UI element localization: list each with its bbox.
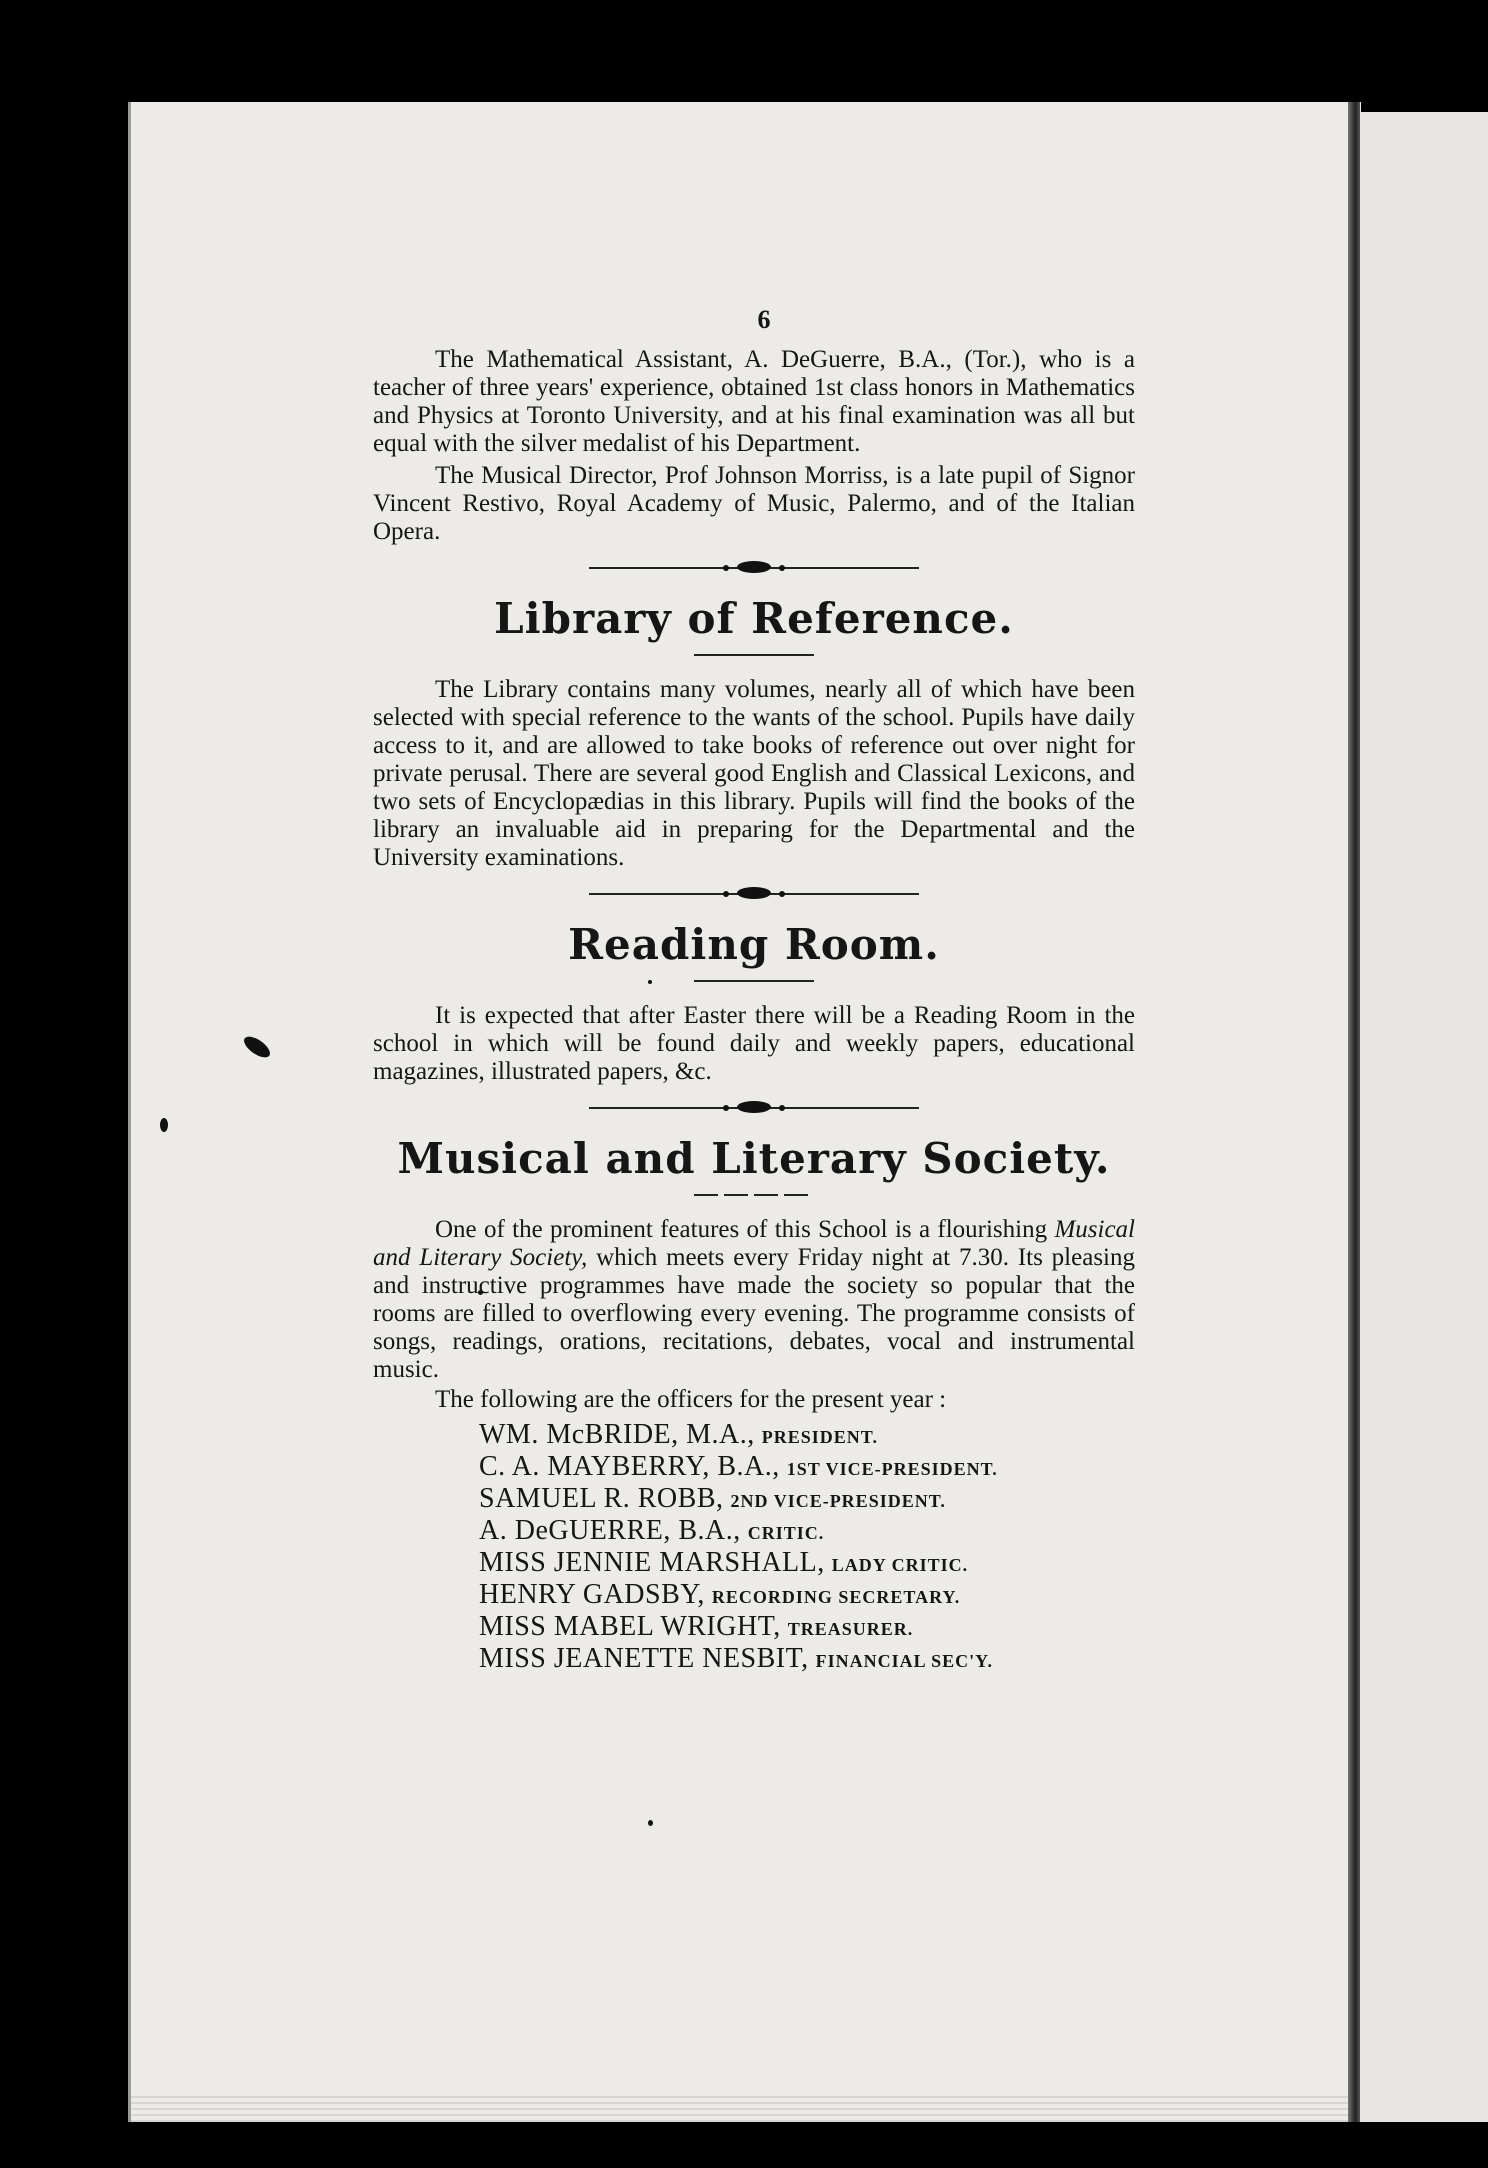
ornament-dot — [779, 891, 785, 897]
library-paragraph: The Library contains many volumes, nearly all of which have been selected with special reference to the wants of the school. Pupils have daily access to it, and are allowed to take books of reference out over night for private perusal. There are several good English and Classical Lexicons, and two sets of Encyclopædias in this library. Pupils will find the books of the library an invaluable aid in preparing for the Departmental and the University examinations. — [373, 676, 1135, 871]
ornament-divider — [589, 1100, 919, 1116]
page-number: 6 — [757, 305, 771, 334]
ornament-center — [737, 1101, 771, 1113]
page-gutter — [1348, 102, 1360, 2122]
ornament-dot — [723, 1105, 729, 1111]
officer-entry — [479, 1484, 1135, 1516]
reading-room-heading: Reading Room. — [568, 920, 940, 969]
officers-intro: The following are the officers for the present year : — [435, 1386, 947, 1413]
heading-underline — [694, 654, 814, 656]
officer-name: HENRY GADSBY, — [479, 1579, 705, 1610]
society-text-end: which meets every Friday night at 7.30. Its pleasing and instructive programmes have made the society so popular that the rooms are filled to overflowing every evening. The programme consists of songs, readings, orations, recitations, debates, vocal and instrumental music. — [373, 1244, 1135, 1383]
officer-role: TREASURER. — [787, 1619, 914, 1639]
officer-role: 1ST VICE-PRESIDENT. — [786, 1459, 998, 1479]
officer-role: FINANCIAL SEC'Y. — [815, 1651, 994, 1671]
ornament-center — [737, 887, 771, 899]
heading-underline — [694, 1194, 814, 1196]
ink-blot — [160, 1118, 168, 1132]
page-text — [373, 306, 1135, 1676]
heading-underline — [694, 980, 814, 982]
paragraph-mathematical-assistant: The Mathematical Assistant, A. DeGuerre, B.A., (Tor.), who is a teacher of three years' experience, obtained 1st class honors in Mathematics and Physics at Toronto University, and at his final examination was all but equal with the silver medalist of his Department. — [373, 346, 1135, 457]
society-paragraph — [373, 1216, 1135, 1384]
officer-role: 2ND VICE-PRESIDENT. — [730, 1491, 946, 1511]
officer-entry — [479, 1580, 1135, 1612]
library-section — [373, 594, 1135, 872]
society-section — [373, 1134, 1135, 1676]
adjacent-page-edge — [1360, 112, 1488, 2122]
officer-role: CRITIC. — [747, 1523, 825, 1543]
officer-role: PRESIDENT. — [761, 1427, 878, 1447]
officer-role: LADY CRITIC. — [831, 1555, 969, 1575]
ornament-dot — [723, 891, 729, 897]
officer-name: A. DeGUERRE, B.A., — [479, 1515, 741, 1546]
officer-entry — [479, 1452, 1135, 1484]
reading-room-paragraph: It is expected that after Easter there will be a Reading Room in the school in which will be found daily and weekly papers, educational magazines, illustrated papers, &c. — [373, 1002, 1135, 1085]
ornament-divider — [589, 560, 919, 576]
officers-list — [479, 1420, 1135, 1676]
officer-name: SAMUEL R. ROBB, — [479, 1483, 724, 1514]
ornament-divider — [589, 886, 919, 902]
officer-name: MISS JEANETTE NESBIT, — [479, 1643, 809, 1674]
officer-role: RECORDING SECRETARY. — [711, 1587, 961, 1607]
ornament-dot — [779, 565, 785, 571]
society-text-start: One of the prominent features of this School is a flourishing — [435, 1216, 1048, 1243]
paragraph-musical-director: The Musical Director, Prof Johnson Morriss, is a late pupil of Signor Vincent Restivo, Royal Academy of Music, Palermo, and of the Italian Opera. — [373, 462, 1135, 545]
officer-entry — [479, 1420, 1135, 1452]
reading-room-section — [373, 920, 1135, 1086]
officer-entry — [479, 1548, 1135, 1580]
officer-name: WM. McBRIDE, M.A., — [479, 1419, 755, 1450]
officer-entry — [479, 1612, 1135, 1644]
officer-name: MISS MABEL WRIGHT, — [479, 1611, 781, 1642]
officer-name: MISS JENNIE MARSHALL, — [479, 1547, 825, 1578]
library-heading: Library of Reference. — [494, 594, 1014, 643]
ornament-center — [737, 561, 771, 573]
ornament-dot — [779, 1105, 785, 1111]
officer-name: C. A. MAYBERRY, B.A., — [479, 1451, 780, 1482]
officer-entry — [479, 1644, 1135, 1676]
ink-speck — [648, 1820, 653, 1826]
ornament-dot — [723, 565, 729, 571]
society-name-italic: Musical and Literary Society, — [373, 1216, 1135, 1271]
society-heading: Musical and Literary Society. — [397, 1134, 1111, 1183]
staff-section — [373, 346, 1135, 546]
officer-entry — [479, 1516, 1135, 1548]
